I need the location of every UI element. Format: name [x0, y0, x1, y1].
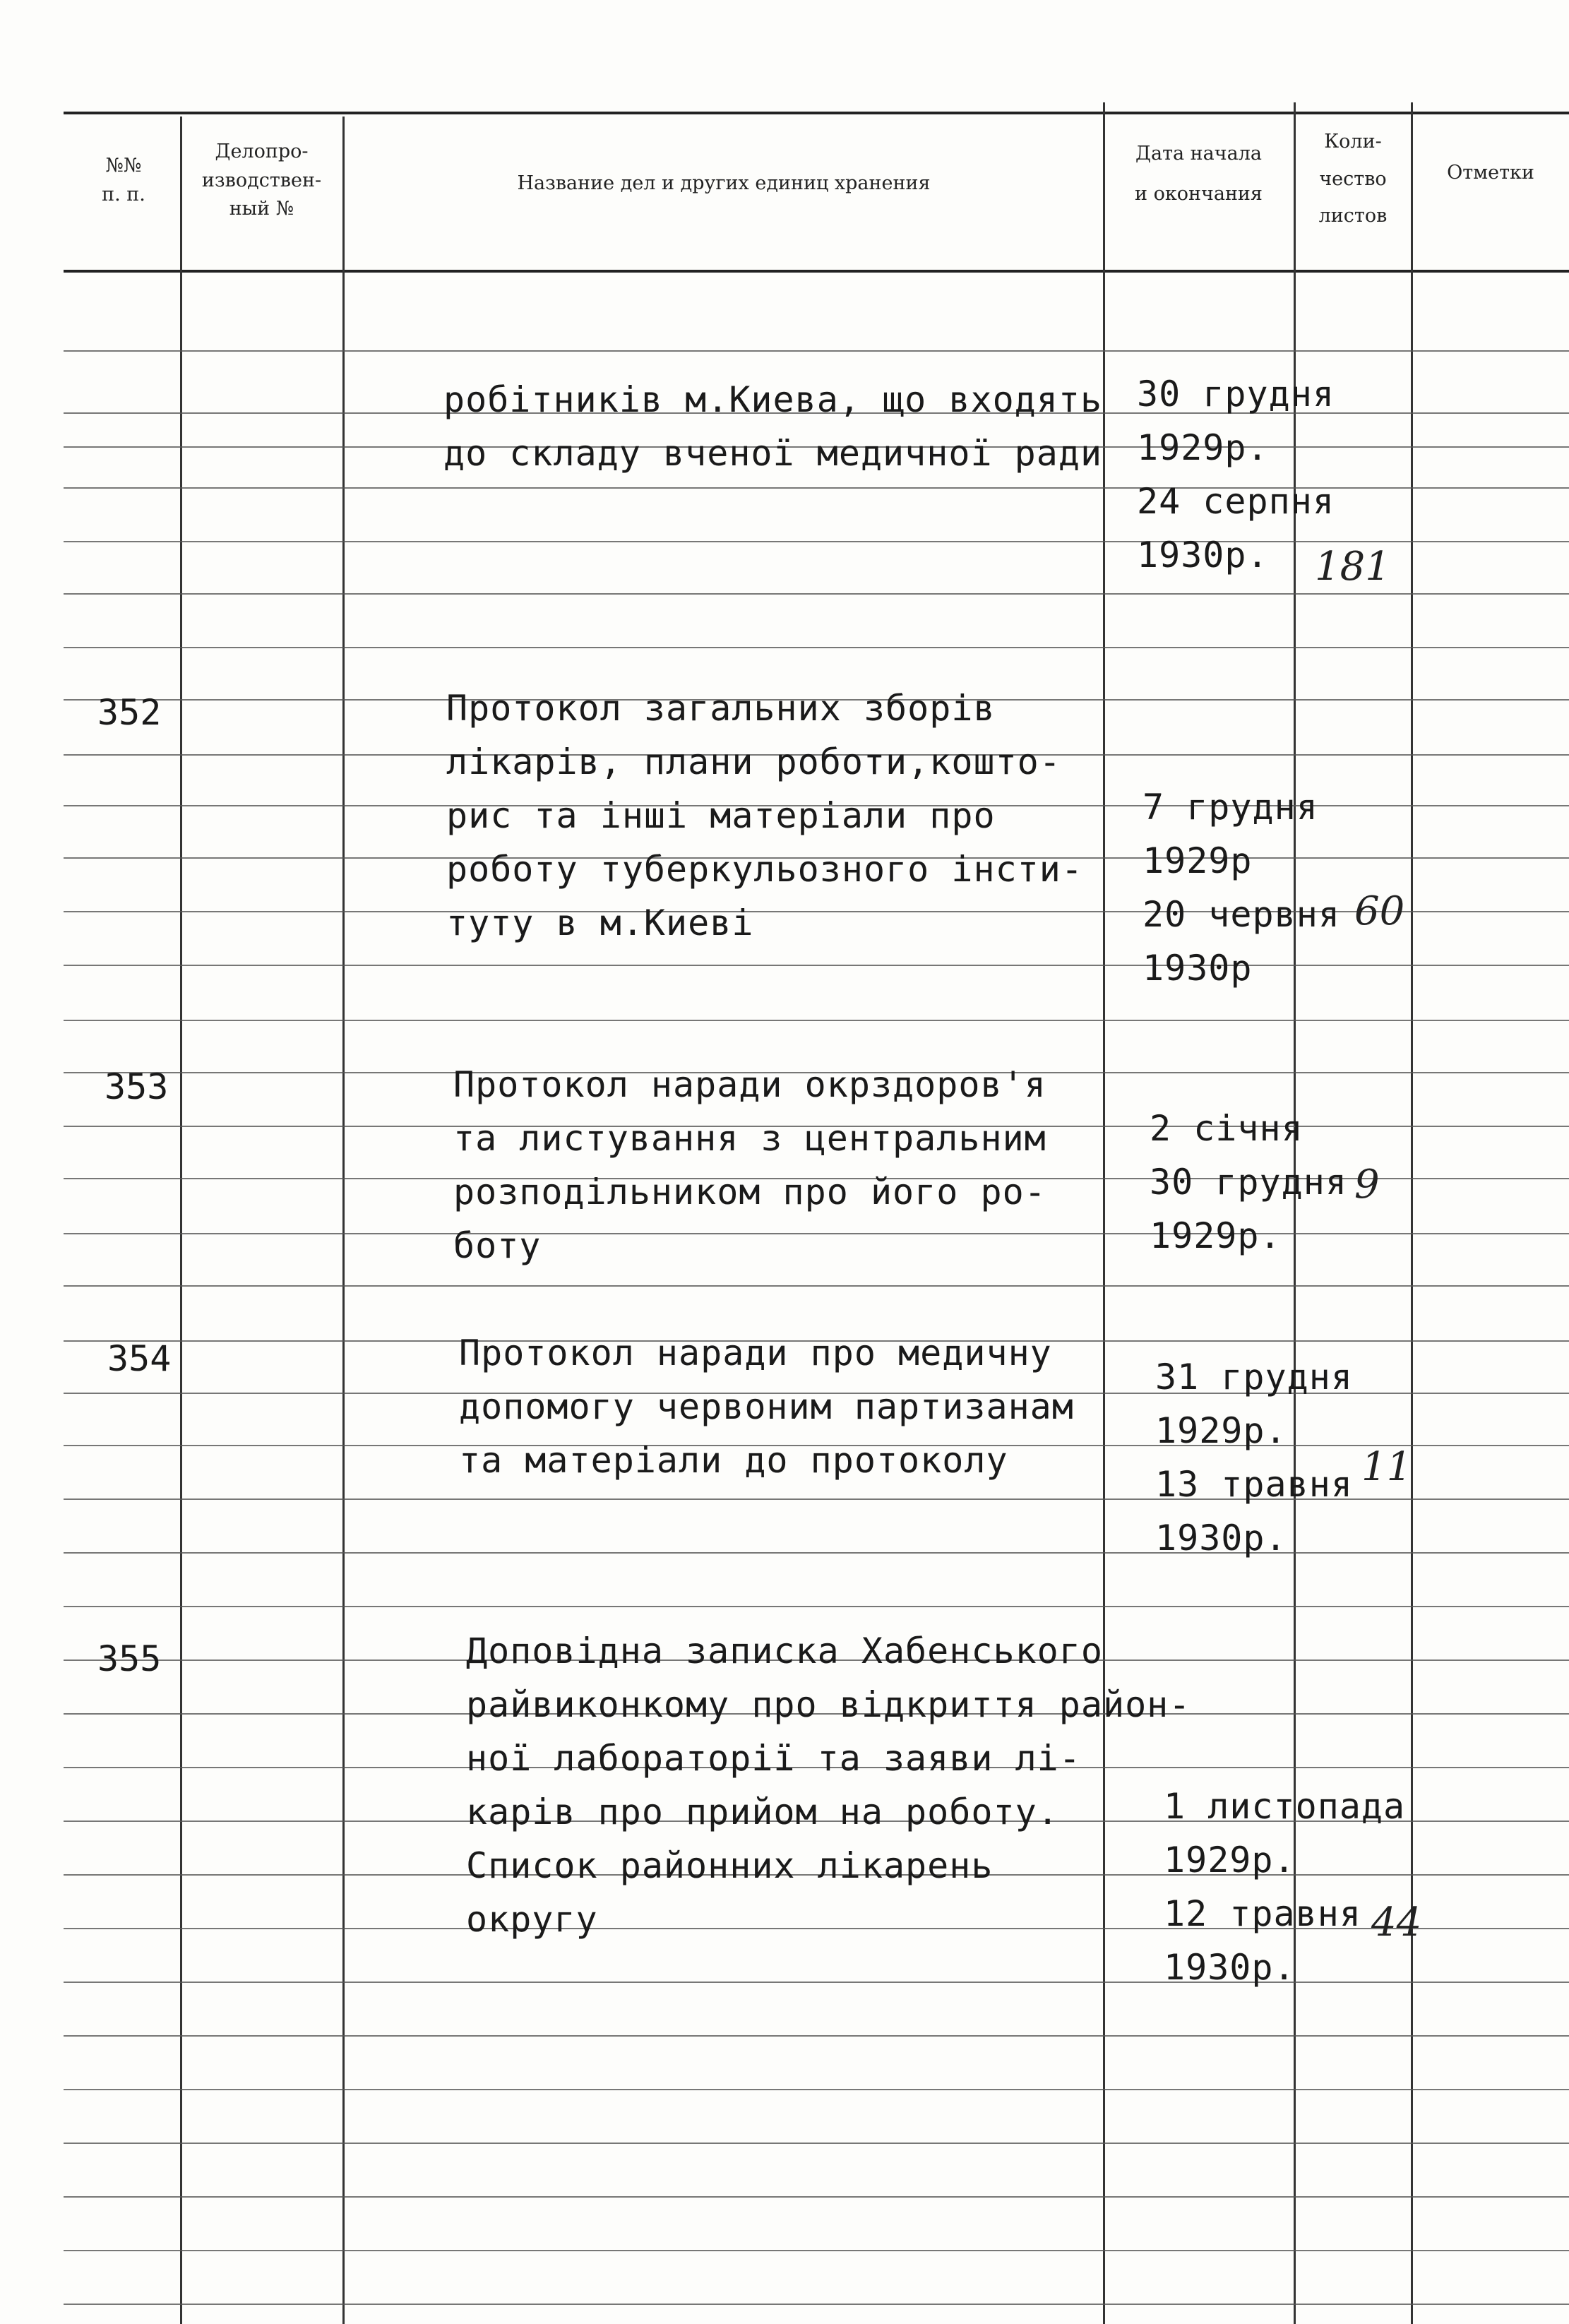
date-line: 1929р.: [1137, 427, 1269, 468]
header-top-rule: [64, 112, 1569, 114]
date-line: 1930р.: [1164, 1947, 1296, 1988]
entry-title: [459, 1326, 1074, 1487]
title-line: допомогу червоним партизанам: [459, 1386, 1074, 1427]
entry-title: [443, 373, 1102, 480]
title-line: Протокол загальних зборів: [446, 688, 996, 729]
date-line: 1 листопада: [1164, 1786, 1406, 1827]
title-line: Доповідна записка Хабенського: [466, 1631, 1103, 1672]
header-col-title: Название дел и других единиц хранения: [517, 172, 931, 194]
date-line: 1929р.: [1164, 1840, 1296, 1881]
date-line: 1930р: [1143, 948, 1253, 989]
entry-dates: [1143, 780, 1340, 995]
col-divider-5: [1411, 102, 1413, 2324]
header-col-num: №№ п. п.: [102, 155, 145, 205]
entry-number: 353: [105, 1066, 169, 1107]
date-line: 1929р.: [1150, 1215, 1282, 1256]
title-line: до складу вченої медичної ради: [443, 433, 1103, 474]
date-line: 2 січня: [1150, 1108, 1303, 1149]
title-line: боту: [453, 1225, 542, 1266]
sheet-count: 181: [1315, 544, 1390, 590]
entry-title: [466, 1624, 1191, 1946]
title-line: Список районних лікарень: [466, 1845, 994, 1886]
entry-title: [446, 681, 1083, 950]
entry-title: [453, 1058, 1046, 1273]
header-col-notes: Отметки: [1447, 162, 1534, 184]
title-line: ної лабораторії та заяви лі-: [466, 1738, 1081, 1779]
date-line: 1930р.: [1155, 1518, 1287, 1559]
sheet-count: 60: [1354, 888, 1405, 934]
sheet-count: 44: [1371, 1900, 1422, 1945]
sheet-count: 11: [1361, 1444, 1412, 1490]
title-line: роботу туберкульозного інсти-: [446, 849, 1083, 890]
entry-number: 352: [97, 692, 162, 733]
entry-number: 354: [107, 1338, 172, 1379]
col-divider-3: [1103, 102, 1105, 2324]
title-line: робітників м.Киева, що входять: [443, 379, 1103, 420]
date-line: 20 червня: [1143, 894, 1340, 935]
entry-dates: [1150, 1102, 1347, 1263]
date-line: 7 грудня: [1143, 787, 1318, 828]
date-line: 30 грудня: [1150, 1162, 1347, 1203]
title-line: туту в м.Киеві: [446, 902, 754, 943]
title-line: та листування з центральним: [453, 1118, 1046, 1159]
title-line: розподільником про його ро-: [453, 1172, 1046, 1212]
date-line: 30 грудня: [1137, 374, 1335, 415]
date-line: 1929р.: [1155, 1410, 1287, 1451]
date-line: 13 травня: [1155, 1464, 1353, 1505]
header-col-count: Коли- чество листов: [1318, 131, 1388, 227]
sheet-count: 9: [1354, 1162, 1380, 1208]
title-line: лікарів, плани роботи,кошто-: [446, 741, 1061, 782]
title-line: райвиконкому про відкриття район-: [466, 1684, 1191, 1725]
entry-dates: [1155, 1350, 1353, 1565]
header-bottom-rule: [64, 270, 1569, 273]
title-line: Протокол наради про медичну: [459, 1333, 1052, 1373]
date-line: 1929р: [1143, 840, 1253, 881]
entry-dates: [1137, 367, 1335, 582]
title-line: рис та інші матеріали про: [446, 795, 996, 836]
header-col-delo: Делопро- изводствен- ный №: [201, 141, 322, 220]
entry-dates: [1164, 1780, 1405, 1994]
title-line: Протокол наради окрздоров'я: [453, 1064, 1046, 1105]
header-col-dates: Дата начала и окончания: [1135, 143, 1263, 205]
date-line: 31 грудня: [1155, 1357, 1353, 1398]
entry-number: 355: [97, 1638, 162, 1679]
title-line: та матеріали до протоколу: [459, 1440, 1008, 1481]
title-line: округу: [466, 1899, 598, 1940]
date-line: 1930р.: [1137, 535, 1269, 576]
date-line: 24 серпня: [1137, 481, 1335, 522]
date-line: 12 травня: [1164, 1893, 1361, 1934]
title-line: карів про прийом на роботу.: [466, 1792, 1059, 1833]
